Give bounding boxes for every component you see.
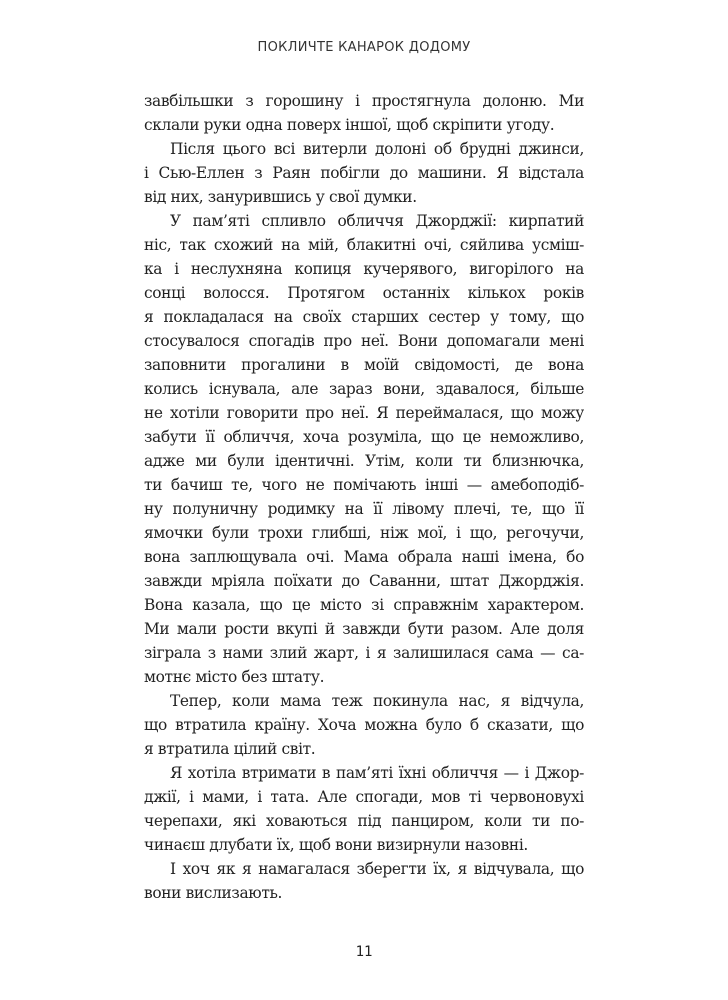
text-line: сонці волосся. Протягом останніх кількох років [144,284,584,302]
text-line: не хотіли говорити про неї. Я переймалася, що можу [144,404,584,422]
text-line: забути її обличчя, хоча розуміла, що це неможливо, [144,428,584,446]
text-line: ка і неслухняна копиця кучерявого, вигорілого на [144,260,584,278]
text-line: черепахи, які ховаються під панциром, коли ти по- [144,812,584,830]
page-number: 11 [355,944,373,960]
text-line: ну полуничну родимку на її лівому плечі, те, що її [144,500,584,518]
text-line: стосувалося спогадів про неї. Вони допомагали мені [144,332,584,350]
text-line: зіграла з нами злий жарт, і я залишилася сама — са- [144,644,584,662]
text-line: вона заплющувала очі. Мама обрала наші імена, бо [144,548,584,566]
text-line: Вона казала, що це місто зі справжнім характером. [144,596,584,614]
text-line: від них, занурившись у свої думки. [144,188,417,206]
text-line: мотнє місто без штату. [144,668,325,686]
text-line: і Сью-Еллен з Раян побігли до машини. Я відстала [144,164,584,182]
text-line: адже ми були ідентичні. Утім, коли ти близнючка, [144,452,584,470]
text-line: колись існувала, але зараз вони, здавалося, більше [144,380,584,398]
text-line: склали руки одна поверх іншої, щоб скріпити угоду. [144,116,555,134]
page-body-text [144,89,584,905]
text-line: заповнити прогалини в моїй свідомості, де вона [144,356,584,374]
text-line: Тепер, коли мама теж покинула нас, я відчула, [170,692,584,710]
text-line: Я хотіла втримати в пам’яті їхні обличчя — і Джор- [170,764,584,782]
text-line: вони вислизають. [144,884,283,902]
text-line: ямочки були трохи глибші, ніж мої, і що, регочучи, [144,524,584,542]
text-line: завбільшки з горошину і простягнула долоню. Ми [144,92,584,110]
text-line: джії, і мами, і тата. Але спогади, мов ті червоновухі [144,788,584,806]
text-line: завжди мріяла поїхати до Саванни, штат Джорджія. [144,572,584,590]
text-line: ніс, так схожий на мій, блакитні очі, сяйлива усміш- [144,236,584,254]
text-line: я покладалася на своїх старших сестер у тому, що [144,308,584,326]
text-line: Після цього всі витерли долоні об брудні джинси, [170,140,584,158]
text-line: що втратила країну. Хоча можна було б сказати, що [144,716,584,734]
text-line: І хоч як я намагалася зберегти їх, я відчувала, що [170,860,584,878]
text-line: чинаєш длубати їх, щоб вони визирнули назовні. [144,836,528,854]
text-line: У пам’яті спливло обличчя Джорджії: кирпатий [170,212,584,230]
text-line: ти бачиш те, чого не помічають інші — амебоподіб- [144,476,584,494]
running-header: ПОКЛИЧТЕ КАНАРОК ДОДОМУ [257,40,471,55]
text-line: Ми мали рости вкупі й завжди бути разом. Але доля [144,620,584,638]
text-line: я втратила цілий світ. [144,740,316,758]
